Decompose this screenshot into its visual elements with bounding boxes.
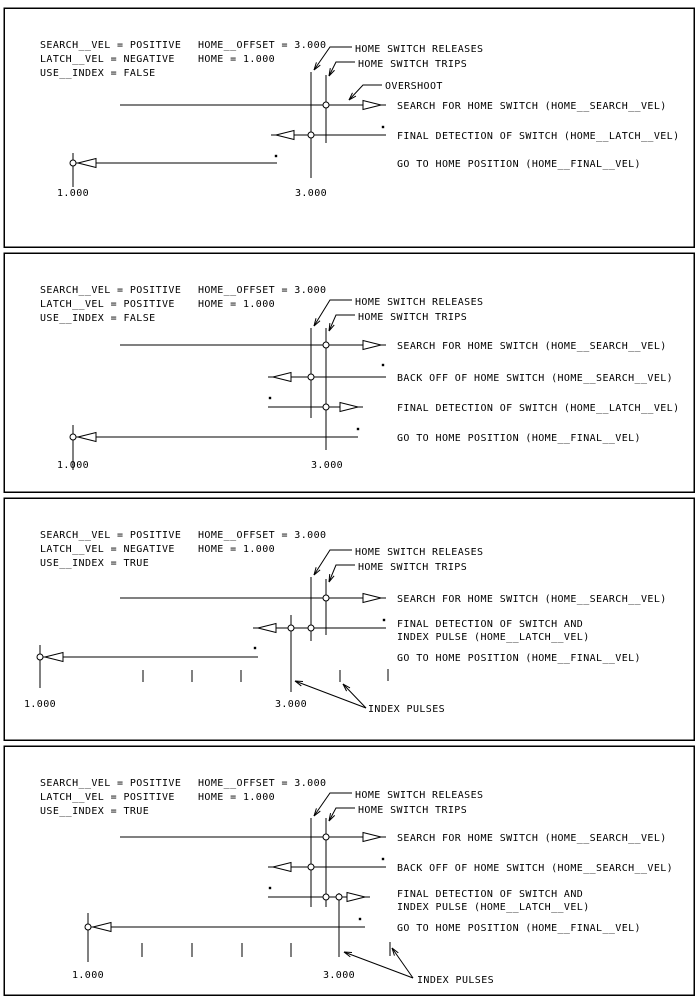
event-marker — [323, 342, 329, 348]
latch-move-arrowhead — [276, 131, 294, 140]
callout-overshoot: OVERSHOOT — [385, 81, 443, 92]
param-search-vel: SEARCH__VEL = POSITIVE — [40, 778, 182, 789]
param-latch-vel: LATCH__VEL = POSITIVE — [40, 299, 175, 310]
param-latch-vel: LATCH__VEL = NEGATIVE — [40, 54, 175, 65]
param-latch-vel: LATCH__VEL = NEGATIVE — [40, 544, 175, 555]
event-marker — [308, 864, 314, 870]
panel-1 — [4, 8, 694, 247]
index-pulses-leader-line — [343, 684, 366, 708]
search-move-arrowhead — [363, 594, 381, 603]
start-point-dot — [275, 155, 277, 157]
step-search-label: SEARCH FOR HOME SWITCH (HOME__SEARCH__VEL) — [397, 833, 667, 844]
go-home-move-arrowhead — [78, 433, 96, 442]
back-off-move-arrowhead — [273, 863, 291, 872]
step-final-detection-label: FINAL DETECTION OF SWITCH AND — [397, 889, 584, 900]
callout-home-switch-trips: HOME SWITCH TRIPS — [358, 59, 468, 70]
start-point-dot — [382, 364, 384, 366]
callout-home-switch-releases: HOME SWITCH RELEASES — [355, 547, 484, 558]
trips-leader-line — [329, 315, 355, 331]
start-point-dot — [382, 858, 384, 860]
start-point-dot — [357, 428, 359, 430]
event-marker — [85, 924, 91, 930]
param-use-index: USE__INDEX = TRUE — [40, 806, 150, 817]
panel-3 — [4, 498, 694, 740]
param-search-vel: SEARCH__VEL = POSITIVE — [40, 285, 182, 296]
event-marker — [70, 434, 76, 440]
step-go-home-label: GO TO HOME POSITION (HOME__FINAL__VEL) — [397, 923, 641, 934]
start-point-dot — [269, 887, 271, 889]
start-point-dot — [383, 619, 385, 621]
event-marker — [323, 834, 329, 840]
param-home-offset: HOME__OFFSET = 3.000 — [198, 285, 327, 296]
position-label-3000: 3.000 — [294, 188, 328, 199]
index-pulses-leader-line — [392, 948, 413, 978]
param-search-vel: SEARCH__VEL = POSITIVE — [40, 40, 182, 51]
step-final-detection-label-2: INDEX PULSE (HOME__LATCH__VEL) — [397, 632, 590, 643]
start-point-dot — [359, 918, 361, 920]
position-label-1000: 1.000 — [23, 699, 57, 710]
step-go-home-label: GO TO HOME POSITION (HOME__FINAL__VEL) — [397, 159, 641, 170]
param-latch-vel: LATCH__VEL = POSITIVE — [40, 792, 175, 803]
index-pulses-label: INDEX PULSES — [368, 704, 446, 715]
panel-4 — [4, 746, 694, 995]
event-marker — [37, 654, 43, 660]
param-home-offset: HOME__OFFSET = 3.000 — [198, 40, 327, 51]
callout-home-switch-trips: HOME SWITCH TRIPS — [358, 562, 468, 573]
search-move-arrowhead — [363, 101, 381, 110]
step-final-detection-label: FINAL DETECTION OF SWITCH (HOME__LATCH__VEL) — [397, 403, 680, 414]
event-marker — [288, 625, 294, 631]
position-label-1000: 1.000 — [56, 188, 90, 199]
latch-move-arrowhead — [347, 893, 365, 902]
start-point-dot — [382, 126, 384, 128]
step-search-label: SEARCH FOR HOME SWITCH (HOME__SEARCH__VEL) — [397, 341, 667, 352]
param-use-index: USE__INDEX = FALSE — [40, 68, 156, 79]
position-label-3000: 3.000 — [310, 460, 344, 471]
event-marker — [308, 132, 314, 138]
step-final-detection-label: FINAL DETECTION OF SWITCH (HOME__LATCH__VEL) — [397, 131, 680, 142]
event-marker — [308, 374, 314, 380]
param-home: HOME = 1.000 — [198, 299, 276, 310]
trips-leader-line — [329, 565, 355, 582]
search-move-arrowhead — [363, 833, 381, 842]
position-label-1000: 1.000 — [71, 970, 105, 981]
overshoot-leader-line — [349, 85, 382, 100]
step-back-off-label: BACK OFF OF HOME SWITCH (HOME__SEARCH__VEL) — [397, 863, 674, 874]
start-point-dot — [254, 647, 256, 649]
event-marker — [336, 894, 342, 900]
trips-leader-line — [329, 62, 355, 76]
back-off-move-arrowhead — [273, 373, 291, 382]
callout-home-switch-releases: HOME SWITCH RELEASES — [355, 297, 484, 308]
go-home-move-arrowhead — [78, 159, 96, 168]
step-search-label: SEARCH FOR HOME SWITCH (HOME__SEARCH__VEL) — [397, 594, 667, 605]
position-label-1000: 1.000 — [56, 460, 90, 471]
start-point-dot — [269, 397, 271, 399]
go-home-move-arrowhead — [93, 923, 111, 932]
step-go-home-label: GO TO HOME POSITION (HOME__FINAL__VEL) — [397, 653, 641, 664]
callout-home-switch-releases: HOME SWITCH RELEASES — [355, 44, 484, 55]
go-home-move-arrowhead — [45, 653, 63, 662]
event-marker — [323, 102, 329, 108]
param-use-index: USE__INDEX = FALSE — [40, 313, 156, 324]
step-final-detection-label-2: INDEX PULSE (HOME__LATCH__VEL) — [397, 902, 590, 913]
trips-leader-line — [329, 808, 355, 821]
param-use-index: USE__INDEX = TRUE — [40, 558, 150, 569]
callout-home-switch-trips: HOME SWITCH TRIPS — [358, 805, 468, 816]
position-label-3000: 3.000 — [322, 970, 356, 981]
param-home-offset: HOME__OFFSET = 3.000 — [198, 530, 327, 541]
step-final-detection-label: FINAL DETECTION OF SWITCH AND — [397, 619, 584, 630]
callout-home-switch-releases: HOME SWITCH RELEASES — [355, 790, 484, 801]
latch-move-arrowhead — [340, 403, 358, 412]
step-search-label: SEARCH FOR HOME SWITCH (HOME__SEARCH__VEL) — [397, 101, 667, 112]
step-go-home-label: GO TO HOME POSITION (HOME__FINAL__VEL) — [397, 433, 641, 444]
latch-move-arrowhead — [258, 624, 276, 633]
position-label-3000: 3.000 — [274, 699, 308, 710]
event-marker — [323, 894, 329, 900]
event-marker — [323, 595, 329, 601]
event-marker — [308, 625, 314, 631]
param-home: HOME = 1.000 — [198, 544, 276, 555]
step-back-off-label: BACK OFF OF HOME SWITCH (HOME__SEARCH__VEL) — [397, 373, 674, 384]
search-move-arrowhead — [363, 341, 381, 350]
param-home: HOME = 1.000 — [198, 792, 276, 803]
callout-home-switch-trips: HOME SWITCH TRIPS — [358, 312, 468, 323]
param-search-vel: SEARCH__VEL = POSITIVE — [40, 530, 182, 541]
panel-2 — [4, 253, 694, 492]
event-marker — [70, 160, 76, 166]
event-marker — [323, 404, 329, 410]
param-home-offset: HOME__OFFSET = 3.000 — [198, 778, 327, 789]
param-home: HOME = 1.000 — [198, 54, 276, 65]
index-pulses-label: INDEX PULSES — [417, 975, 495, 986]
